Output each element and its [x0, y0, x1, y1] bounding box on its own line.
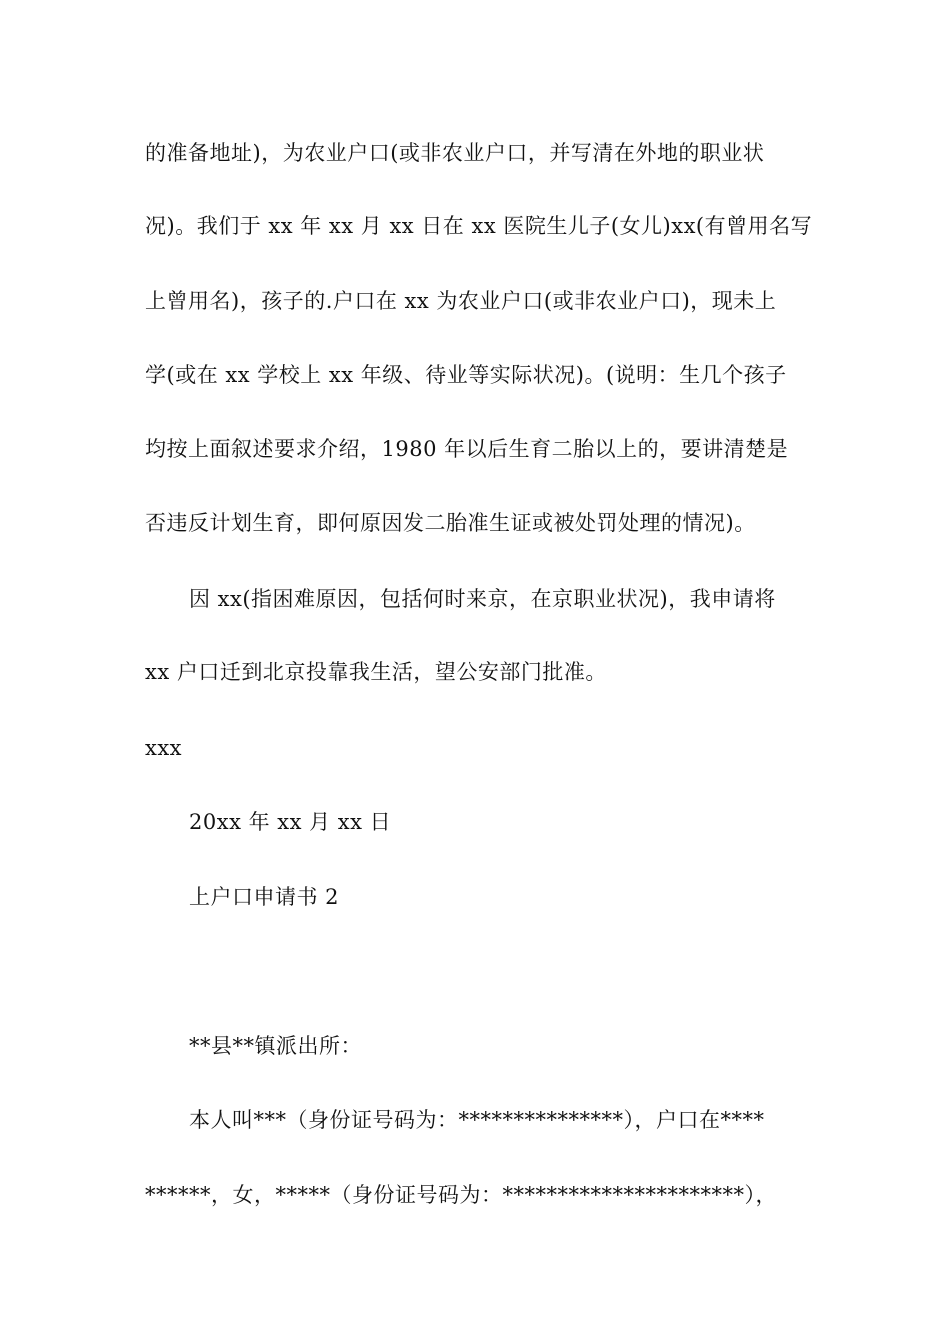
- paragraph-line: 本人叫***（身份证号码为：***************），户口在****: [189, 1108, 765, 1132]
- paragraph-line: 学(或在 xx 学校上 xx 年级、待业等实际状况)。(说明：生几个孩子: [145, 363, 787, 387]
- signature-name: xxx: [145, 736, 183, 760]
- date-line: 20xx 年 xx 月 xx 日: [189, 810, 392, 834]
- paragraph-line: 上曾用名)，孩子的.户口在 xx 为农业户口(或非农业户口)，现未上: [145, 289, 777, 313]
- paragraph-line: 因 xx(指困难原因，包括何时来京，在京职业状况)，我申请将: [189, 587, 776, 611]
- paragraph-line: 均按上面叙述要求介绍，1980 年以后生育二胎以上的，要讲清楚是: [145, 437, 789, 461]
- section-title: 上户口申请书 2: [189, 885, 340, 909]
- paragraph-line: 的准备地址)，为农业户口(或非农业户口，并写清在外地的职业状: [145, 141, 765, 165]
- addressee-line: **县**镇派出所：: [189, 1034, 362, 1058]
- paragraph-line: ******，女，*****（身份证号码为：**********************），: [145, 1183, 777, 1207]
- paragraph-line: 否违反计划生育，即何原因发二胎准生证或被处罚处理的情况)。: [145, 511, 756, 535]
- paragraph-line: 况)。我们于 xx 年 xx 月 xx 日在 xx 医院生儿子(女儿)xx(有曾用名写: [145, 214, 813, 238]
- paragraph-line: xx 户口迁到北京投靠我生活，望公安部门批准。: [145, 660, 607, 684]
